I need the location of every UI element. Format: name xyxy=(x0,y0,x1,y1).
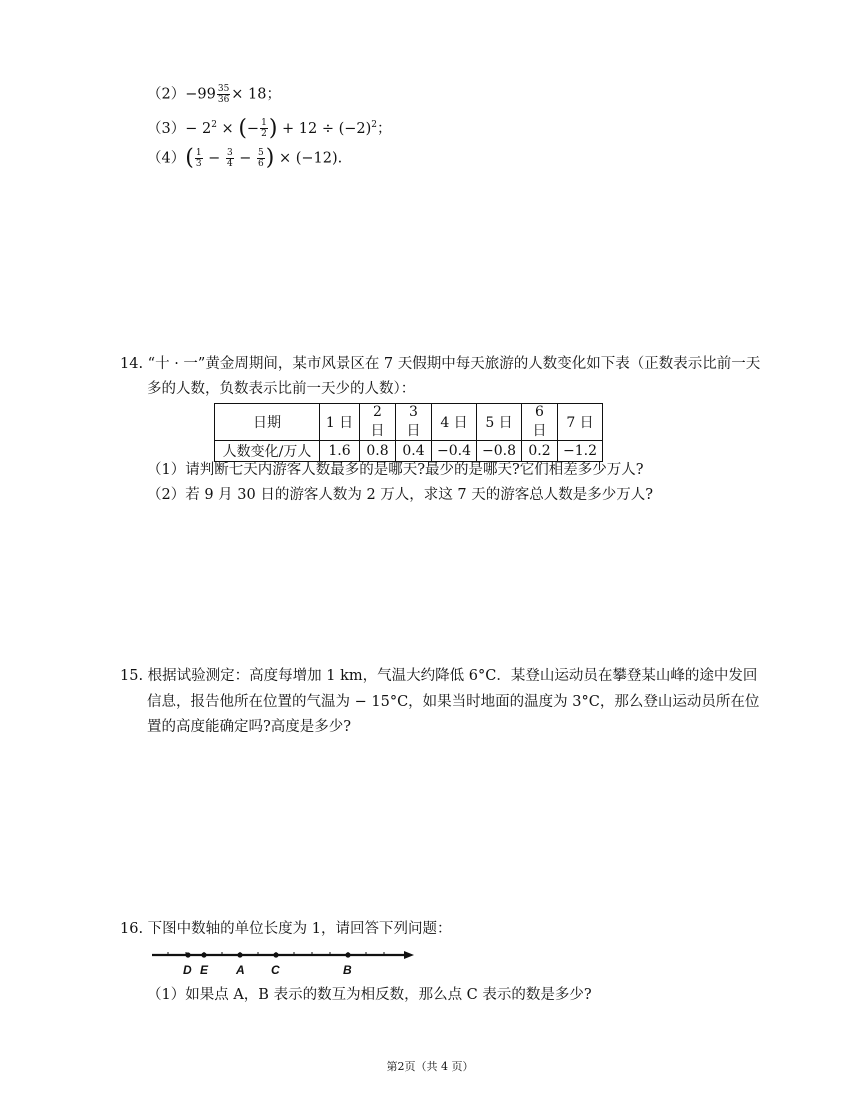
table-cell: 1.6 xyxy=(320,441,360,462)
expr-text: − xyxy=(246,120,260,137)
exponent: 2 xyxy=(371,120,378,130)
expr-text: −99 xyxy=(185,86,216,103)
table-cell: −0.8 xyxy=(477,441,522,462)
point-label-d: D xyxy=(183,963,192,977)
fraction xyxy=(217,84,230,105)
denominator: 4 xyxy=(226,159,233,169)
denominator: 3 xyxy=(195,159,202,169)
expr-text: × (−12). xyxy=(274,150,343,167)
table-cell: 1 日 xyxy=(320,404,360,441)
part-label: （3） xyxy=(147,120,186,137)
q15-line2: 信息，报告他所在位置的气温为 − 15°C，如果当时地面的温度为 3°C，那么登山运动员所在位 xyxy=(147,694,760,710)
expr-text: + 12 ÷ (−2) xyxy=(277,120,372,137)
numerator: 35 xyxy=(217,84,230,94)
q14-sub2: （2）若 9 月 30 日的游客人数为 2 万人，求这 7 天的游客总人数是多少万人? xyxy=(147,487,653,503)
point-a xyxy=(237,952,242,957)
table-cell: 4 日 xyxy=(432,404,477,441)
numerator: 5 xyxy=(258,148,264,158)
q16-sub1: （1）如果点 A，B 表示的数互为相反数，那么点 C 表示的数是多少? xyxy=(147,987,592,1003)
page-footer: 第2页（共 4 页） xyxy=(386,1060,474,1073)
table-cell: 人数变化/万人 xyxy=(215,441,320,462)
point-label-b: B xyxy=(343,963,352,977)
table-cell: 0.4 xyxy=(396,441,432,462)
denominator: 36 xyxy=(217,95,230,105)
table-header-row xyxy=(215,404,603,441)
point-e xyxy=(201,952,206,957)
table-cell: 2 日 xyxy=(360,404,396,441)
table-cell: 0.8 xyxy=(360,441,396,462)
axis-arrow-icon xyxy=(404,951,414,959)
fraction xyxy=(226,148,234,169)
denominator: 6 xyxy=(258,159,264,169)
expr-text: × 18； xyxy=(231,86,282,103)
fraction xyxy=(260,118,268,139)
point-b xyxy=(345,952,350,957)
point-c xyxy=(273,952,278,957)
paren-open: ( xyxy=(238,115,247,141)
table-cell: 0.2 xyxy=(522,441,558,462)
table-row xyxy=(215,441,603,462)
paren-open: ( xyxy=(185,145,194,171)
table-cell: −0.4 xyxy=(432,441,477,462)
table-cell: 5 日 xyxy=(477,404,522,441)
q13-part2 xyxy=(147,84,281,105)
numerator: 1 xyxy=(195,148,202,158)
expr-text: − 2 xyxy=(185,120,212,137)
table-cell: 7 日 xyxy=(558,404,603,441)
q15-line1: 15. 根据试验测定：高度每增加 1 km，气温大约降低 6°C．某登山运动员在攀登某山峰的途中发回 xyxy=(120,668,758,684)
expr-text: ； xyxy=(377,120,392,137)
part-label: （4） xyxy=(147,150,186,167)
tourist-change-table xyxy=(214,403,603,462)
table-cell: −1.2 xyxy=(558,441,603,462)
q14-line1: 14. “十 · 一”黄金周期间，某市风景区在 7 天假期中每天旅游的人数变化如下表（正数表示比前一天 xyxy=(120,356,761,372)
table-cell: 日期 xyxy=(215,404,320,441)
paren-close: ) xyxy=(268,115,278,141)
expr-text: × xyxy=(216,120,239,137)
point-label-a: A xyxy=(236,963,245,977)
q14-sub1: （1）请判断七天内游客人数最多的是哪天?最少的是哪天?它们相差多少万人? xyxy=(147,462,644,478)
part-label: （2） xyxy=(147,86,186,103)
table-cell: 6 日 xyxy=(522,404,558,441)
point-label-e: E xyxy=(200,963,209,977)
table-cell: 3 日 xyxy=(396,404,432,441)
number-line xyxy=(152,950,414,978)
q13-part3 xyxy=(147,115,392,139)
paren-close: ) xyxy=(265,145,275,171)
q13-part4: （4）( $\frac{1}{3}$ − $\frac{3}{4}$ − $\frac{5}{6}$ ) × (−12). xyxy=(147,145,343,171)
fraction xyxy=(195,148,203,169)
q14-line2: 多的人数，负数表示比前一天少的人数）： xyxy=(147,381,416,397)
q16-line1: 16. 下图中数轴的单位长度为 1，请回答下列问题： xyxy=(120,921,452,937)
point-d xyxy=(185,952,190,957)
denominator: 2 xyxy=(261,129,267,140)
fraction xyxy=(257,148,265,169)
point-label-c: C xyxy=(271,963,280,977)
numerator: 3 xyxy=(226,148,233,158)
numerator: 1 xyxy=(261,118,267,129)
q15-line3: 置的高度能确定吗?高度是多少? xyxy=(147,719,352,735)
exponent: 2 xyxy=(211,120,217,130)
